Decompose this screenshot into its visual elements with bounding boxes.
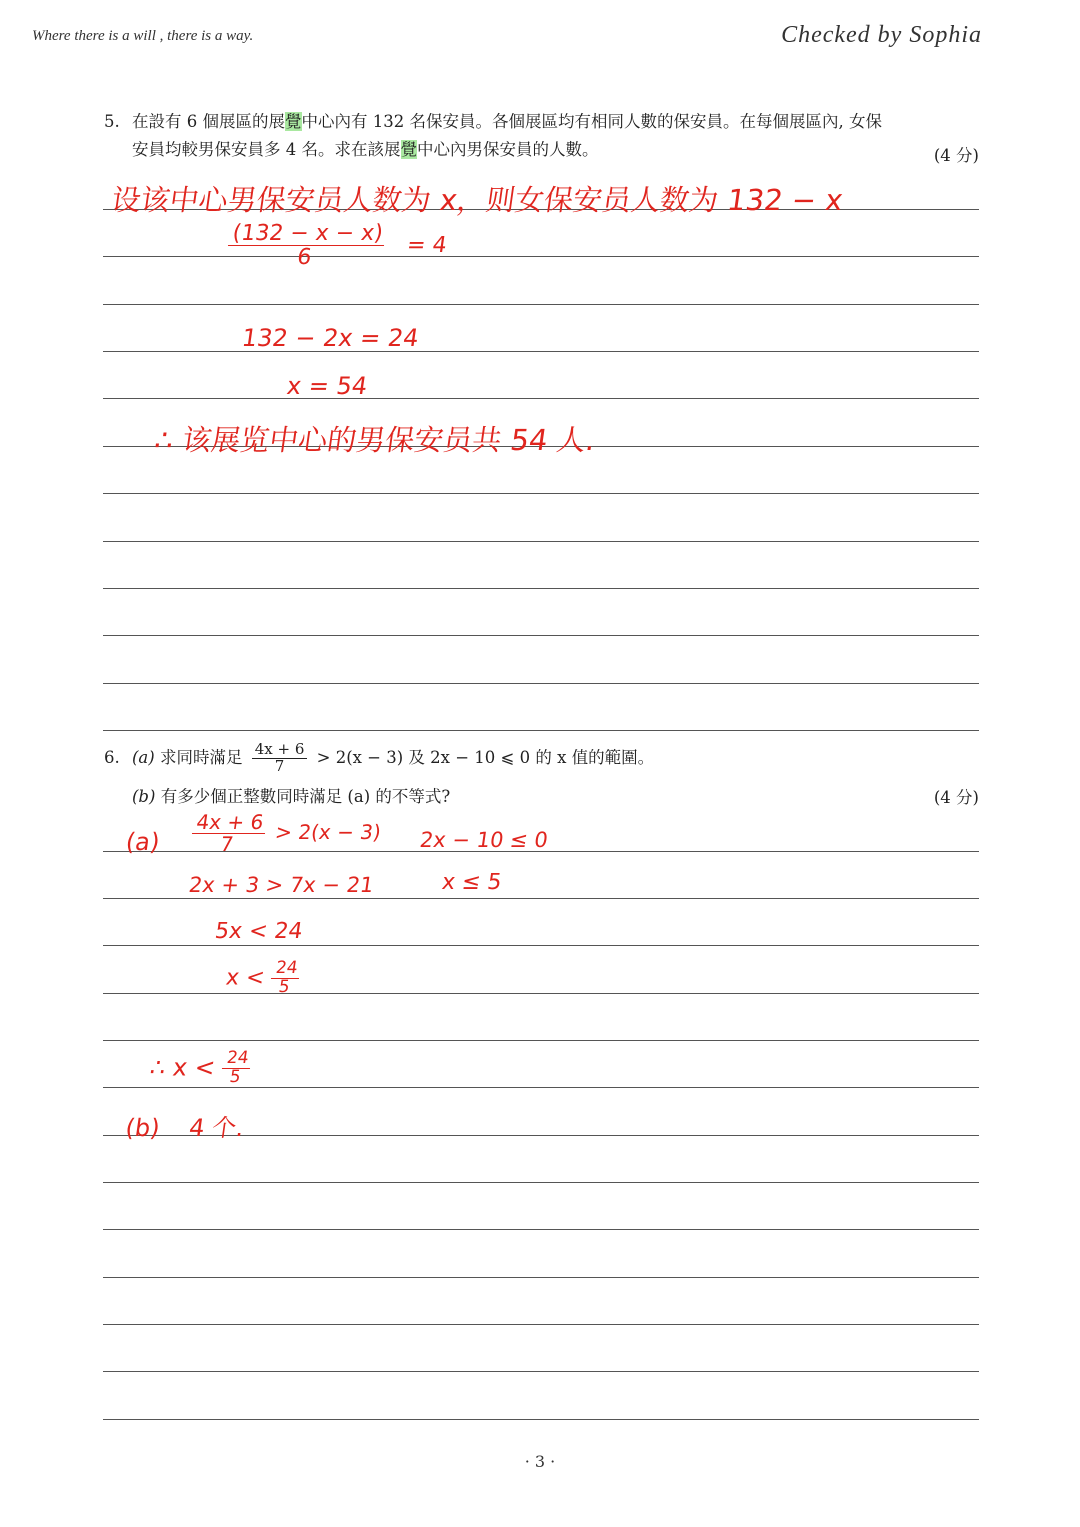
q6-answer-inequality-2: 2x − 10 ≤ 0 <box>418 828 550 852</box>
answer-line <box>103 1040 979 1041</box>
question-6-part-b: (b) 有多少個正整數同時滿足 (a) 的不等式? <box>132 786 451 806</box>
answer-line <box>103 730 979 731</box>
answer-line <box>103 945 979 946</box>
question-6 <box>104 742 979 811</box>
q6-answer-line-4: x < $\frac{24}{5}$ <box>223 960 301 997</box>
header-checked-by: Checked by Sophia <box>781 22 982 48</box>
q5-answer-line-1: 设该中心男保安员人数为 x，则女保安员人数为 132 − x <box>109 183 846 217</box>
answer-line <box>103 1087 979 1088</box>
q6-answer-line-3: 5x < 24 <box>213 919 305 944</box>
answer-line <box>103 493 979 494</box>
answer-line <box>103 351 979 352</box>
q5-answer-line-3: 132 − 2x = 24 <box>240 324 421 352</box>
page-number: · 3 · <box>524 1452 556 1471</box>
question-5-marks: (4 分) <box>933 146 979 165</box>
q6-answer-b: (b) 4 个. <box>123 1114 246 1142</box>
q5-answer-fraction-equation: $\frac{(132 - x - x)}{6}$ = 4 <box>225 222 450 269</box>
q6-answer-inequality-1: $\frac{4x + 6}{7}$ > 2(x − 3) <box>189 812 384 855</box>
answer-line <box>103 1324 979 1325</box>
question-6-number: 6. <box>104 747 120 767</box>
question-6-fraction: $\frac{4x + 6}{7}$ <box>252 742 308 775</box>
q5-answer-conclusion: ∴ 该展览中心的男保安员共 54 人. <box>152 423 598 457</box>
answer-line <box>103 1277 979 1278</box>
q5-answer-line-4: x = 54 <box>285 372 370 400</box>
question-5-line-1: 5. 在設有 6 個展區的展覺中心內有 132 名保安員。各個展區均有相同人數的保安員。在每個展區內, 女保 <box>104 108 979 136</box>
answer-line <box>103 588 979 589</box>
question-5-number: 5. <box>104 112 120 131</box>
q6-answer-a-label: (a) <box>124 828 162 856</box>
question-5 <box>104 108 979 164</box>
question-6-marks: (4 分) <box>933 788 979 807</box>
q6-answer-line-2: 2x + 3 > 7x − 21 <box>187 873 376 897</box>
answer-line <box>103 398 979 399</box>
answer-line <box>103 1182 979 1183</box>
q6-answer-conclusion: ∴ x < $\frac{24}{5}$ <box>147 1050 252 1087</box>
q6-answer-line-2b: x ≤ 5 <box>440 870 504 895</box>
answer-line <box>103 898 979 899</box>
highlighted-char: 覺 <box>285 112 302 131</box>
answer-line <box>103 635 979 636</box>
answer-line <box>103 683 979 684</box>
answer-line <box>103 304 979 305</box>
answer-line <box>103 541 979 542</box>
answer-line <box>103 1229 979 1230</box>
answer-line <box>103 1419 979 1420</box>
header-motto: Where there is a will , there is a way. <box>32 28 254 44</box>
question-6-part-a: 6. (a) 求同時滿足 $\frac{4x + 6}{7}$ > 2(x − 3) 及 2x − 10 ⩽ 0 的 x 值的範圍。 <box>104 740 655 775</box>
question-5-line-2: 安員均較男保安員多 4 名。求在該展覺中心內男保安員的人數。 <box>132 140 599 159</box>
answer-line <box>103 1371 979 1372</box>
highlighted-char: 覺 <box>400 140 417 159</box>
